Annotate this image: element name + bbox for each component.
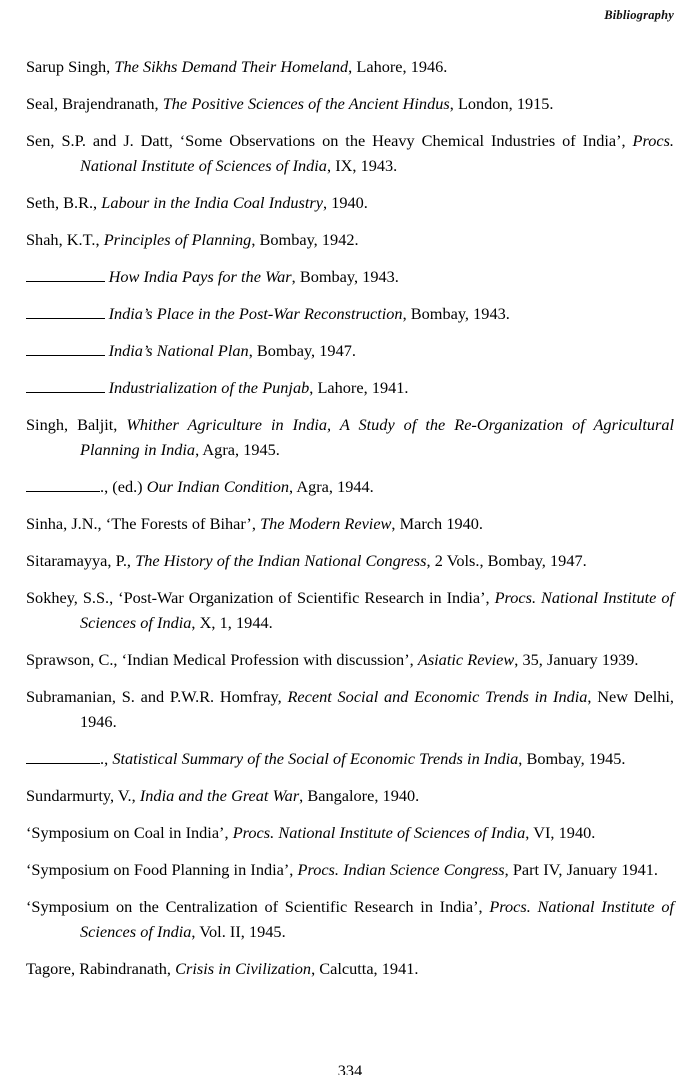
entry-author: Sprawson, C., ‘Indian Medical Profession with discussion’,: [26, 650, 418, 670]
entry-author: Singh, Baljit,: [26, 415, 127, 435]
entry-title: Procs. National Institute of Sciences of India: [232, 823, 526, 843]
entry-publication-info: , 35, January 1939.: [514, 650, 639, 670]
bibliography-entry: [26, 339, 674, 364]
entry-publication-info: , Part IV, January 1941.: [504, 860, 659, 880]
bibliography-entry: [26, 228, 674, 253]
entry-publication-info: , 2 Vols., Bombay, 1947.: [426, 551, 587, 571]
entry-title: Our Indian Condition: [146, 477, 289, 497]
entry-author: .,: [100, 748, 113, 768]
bibliography-entry: [26, 129, 674, 178]
entry-title: Industrialization of the Punjab: [108, 378, 310, 398]
entry-title: The History of the Indian National Congress: [135, 551, 427, 571]
bibliography-entry: [26, 895, 674, 944]
entry-author: Sitaramayya, P.,: [26, 551, 136, 571]
entry-publication-info: , Bombay, 1945.: [518, 748, 626, 768]
bibliography-entry: [26, 376, 674, 401]
bibliography-entry: [26, 586, 674, 635]
bibliography-entry: [26, 549, 674, 574]
entry-author: Subramanian, S. and P.W.R. Homfray,: [26, 687, 288, 707]
entry-publication-info: , Vol. II, 1945.: [191, 921, 286, 941]
entry-title: Procs. National Institute of Sciences of India: [80, 588, 674, 632]
entry-publication-info: , X, 1, 1944.: [191, 613, 273, 632]
entry-author: Sundarmurty, V.,: [26, 785, 140, 805]
repeated-author-rule: [26, 268, 105, 282]
entry-title: Crisis in Civilization: [175, 958, 312, 978]
bibliography-entry: [26, 92, 674, 117]
entry-publication-info: , 1940.: [322, 192, 368, 212]
entry-author: Sokhey, S.S., ‘Post-War Organization of Scientific Research in India’,: [26, 588, 495, 608]
repeated-author-rule: [26, 342, 105, 356]
page-number: 334: [337, 1061, 363, 1075]
bibliography-entry: [26, 512, 674, 537]
entry-publication-info: , Bombay, 1943.: [291, 267, 399, 287]
entry-author: ‘Symposium on Coal in India’,: [26, 823, 233, 843]
entry-publication-info: , Bombay, 1943.: [402, 304, 510, 324]
bibliography-entry: [26, 475, 674, 500]
bibliography-entry: [26, 648, 674, 673]
entry-title: Statistical Summary of the Social of Economic Trends in India: [112, 748, 519, 768]
entry-publication-info: , Bombay, 1947.: [248, 341, 356, 361]
entry-author: Seth, B.R.,: [26, 192, 102, 212]
entry-author: Sarup Singh,: [26, 57, 115, 76]
entry-title: How India Pays for the War: [108, 267, 292, 287]
entry-title: Principles of Planning: [103, 229, 252, 249]
entry-title: Labour in the India Coal Industry: [101, 192, 323, 212]
repeated-author-rule: [26, 478, 100, 492]
entry-title: India’s Place in the Post-War Reconstruction: [108, 304, 403, 324]
bibliography-entry: [26, 265, 674, 290]
entry-title: The Modern Review: [260, 514, 392, 534]
entry-title: India’s National Plan: [108, 341, 249, 361]
running-head: Bibliography: [604, 8, 674, 22]
bibliography-entry: [26, 55, 674, 80]
bibliography-entry: [26, 685, 674, 734]
entry-author: Shah, K.T.,: [26, 229, 104, 249]
entry-author: ‘Symposium on Food Planning in India’,: [26, 860, 298, 880]
entry-publication-info: , Lahore, 1946.: [348, 57, 448, 76]
entry-title: Recent Social and Economic Trends in India: [287, 687, 588, 707]
entry-title: India and the Great War: [139, 785, 300, 805]
entry-title: Procs. National Institute of Sciences of India: [80, 131, 674, 175]
bibliography-entry: [26, 957, 674, 982]
entry-title: The Positive Sciences of the Ancient Hindus: [162, 94, 450, 114]
entry-author: Tagore, Rabindranath,: [26, 958, 176, 978]
repeated-author-rule: [26, 305, 105, 319]
bibliography-entry: [26, 821, 674, 846]
bibliography-entry: [26, 302, 674, 327]
entry-author: ‘Symposium on the Centralization of Scientific Research in India’,: [26, 897, 490, 917]
bibliography-entry: [26, 747, 674, 772]
bibliography-entry: [26, 858, 674, 883]
entry-publication-info: , Lahore, 1941.: [309, 378, 409, 398]
entry-publication-info: , New Delhi, 1946.: [80, 687, 674, 731]
bibliography-entry: [26, 413, 674, 462]
repeated-author-rule: [26, 750, 100, 764]
bibliography-entry: [26, 784, 674, 809]
entry-author: ., (ed.): [100, 477, 147, 497]
entry-publication-info: , IX, 1943.: [326, 155, 398, 175]
repeated-author-rule: [26, 379, 105, 393]
entry-title: Procs. National Institute of Sciences of India: [80, 897, 674, 941]
entry-publication-info: , Agra, 1944.: [288, 477, 374, 497]
entry-publication-info: , Bombay, 1942.: [251, 229, 359, 249]
entry-publication-info: , VI, 1940.: [525, 823, 596, 843]
entry-publication-info: , March 1940.: [391, 514, 483, 534]
entry-publication-info: , London, 1915.: [449, 94, 554, 114]
entry-publication-info: , Agra, 1945.: [195, 440, 280, 460]
entry-title: Whither Agriculture in India, A Study of the Re-Organization of Agricultural Planning in India: [80, 415, 674, 460]
entry-author: Sen, S.P. and J. Datt, ‘Some Observations on the Heavy Chemical Industries of India’,: [26, 131, 633, 151]
bibliography-entry-list: [26, 55, 674, 982]
entry-author: Seal, Brajendranath,: [26, 94, 163, 114]
entry-title: The Sikhs Demand Their Homeland: [114, 57, 349, 76]
entry-author: Sinha, J.N., ‘The Forests of Bihar’,: [26, 514, 261, 534]
entry-title: Asiatic Review: [417, 650, 515, 670]
entry-publication-info: , Calcutta, 1941.: [311, 958, 419, 978]
entry-publication-info: , Bangalore, 1940.: [299, 785, 420, 805]
entry-title: Procs. Indian Science Congress: [297, 860, 505, 880]
bibliography-entry: [26, 191, 674, 216]
